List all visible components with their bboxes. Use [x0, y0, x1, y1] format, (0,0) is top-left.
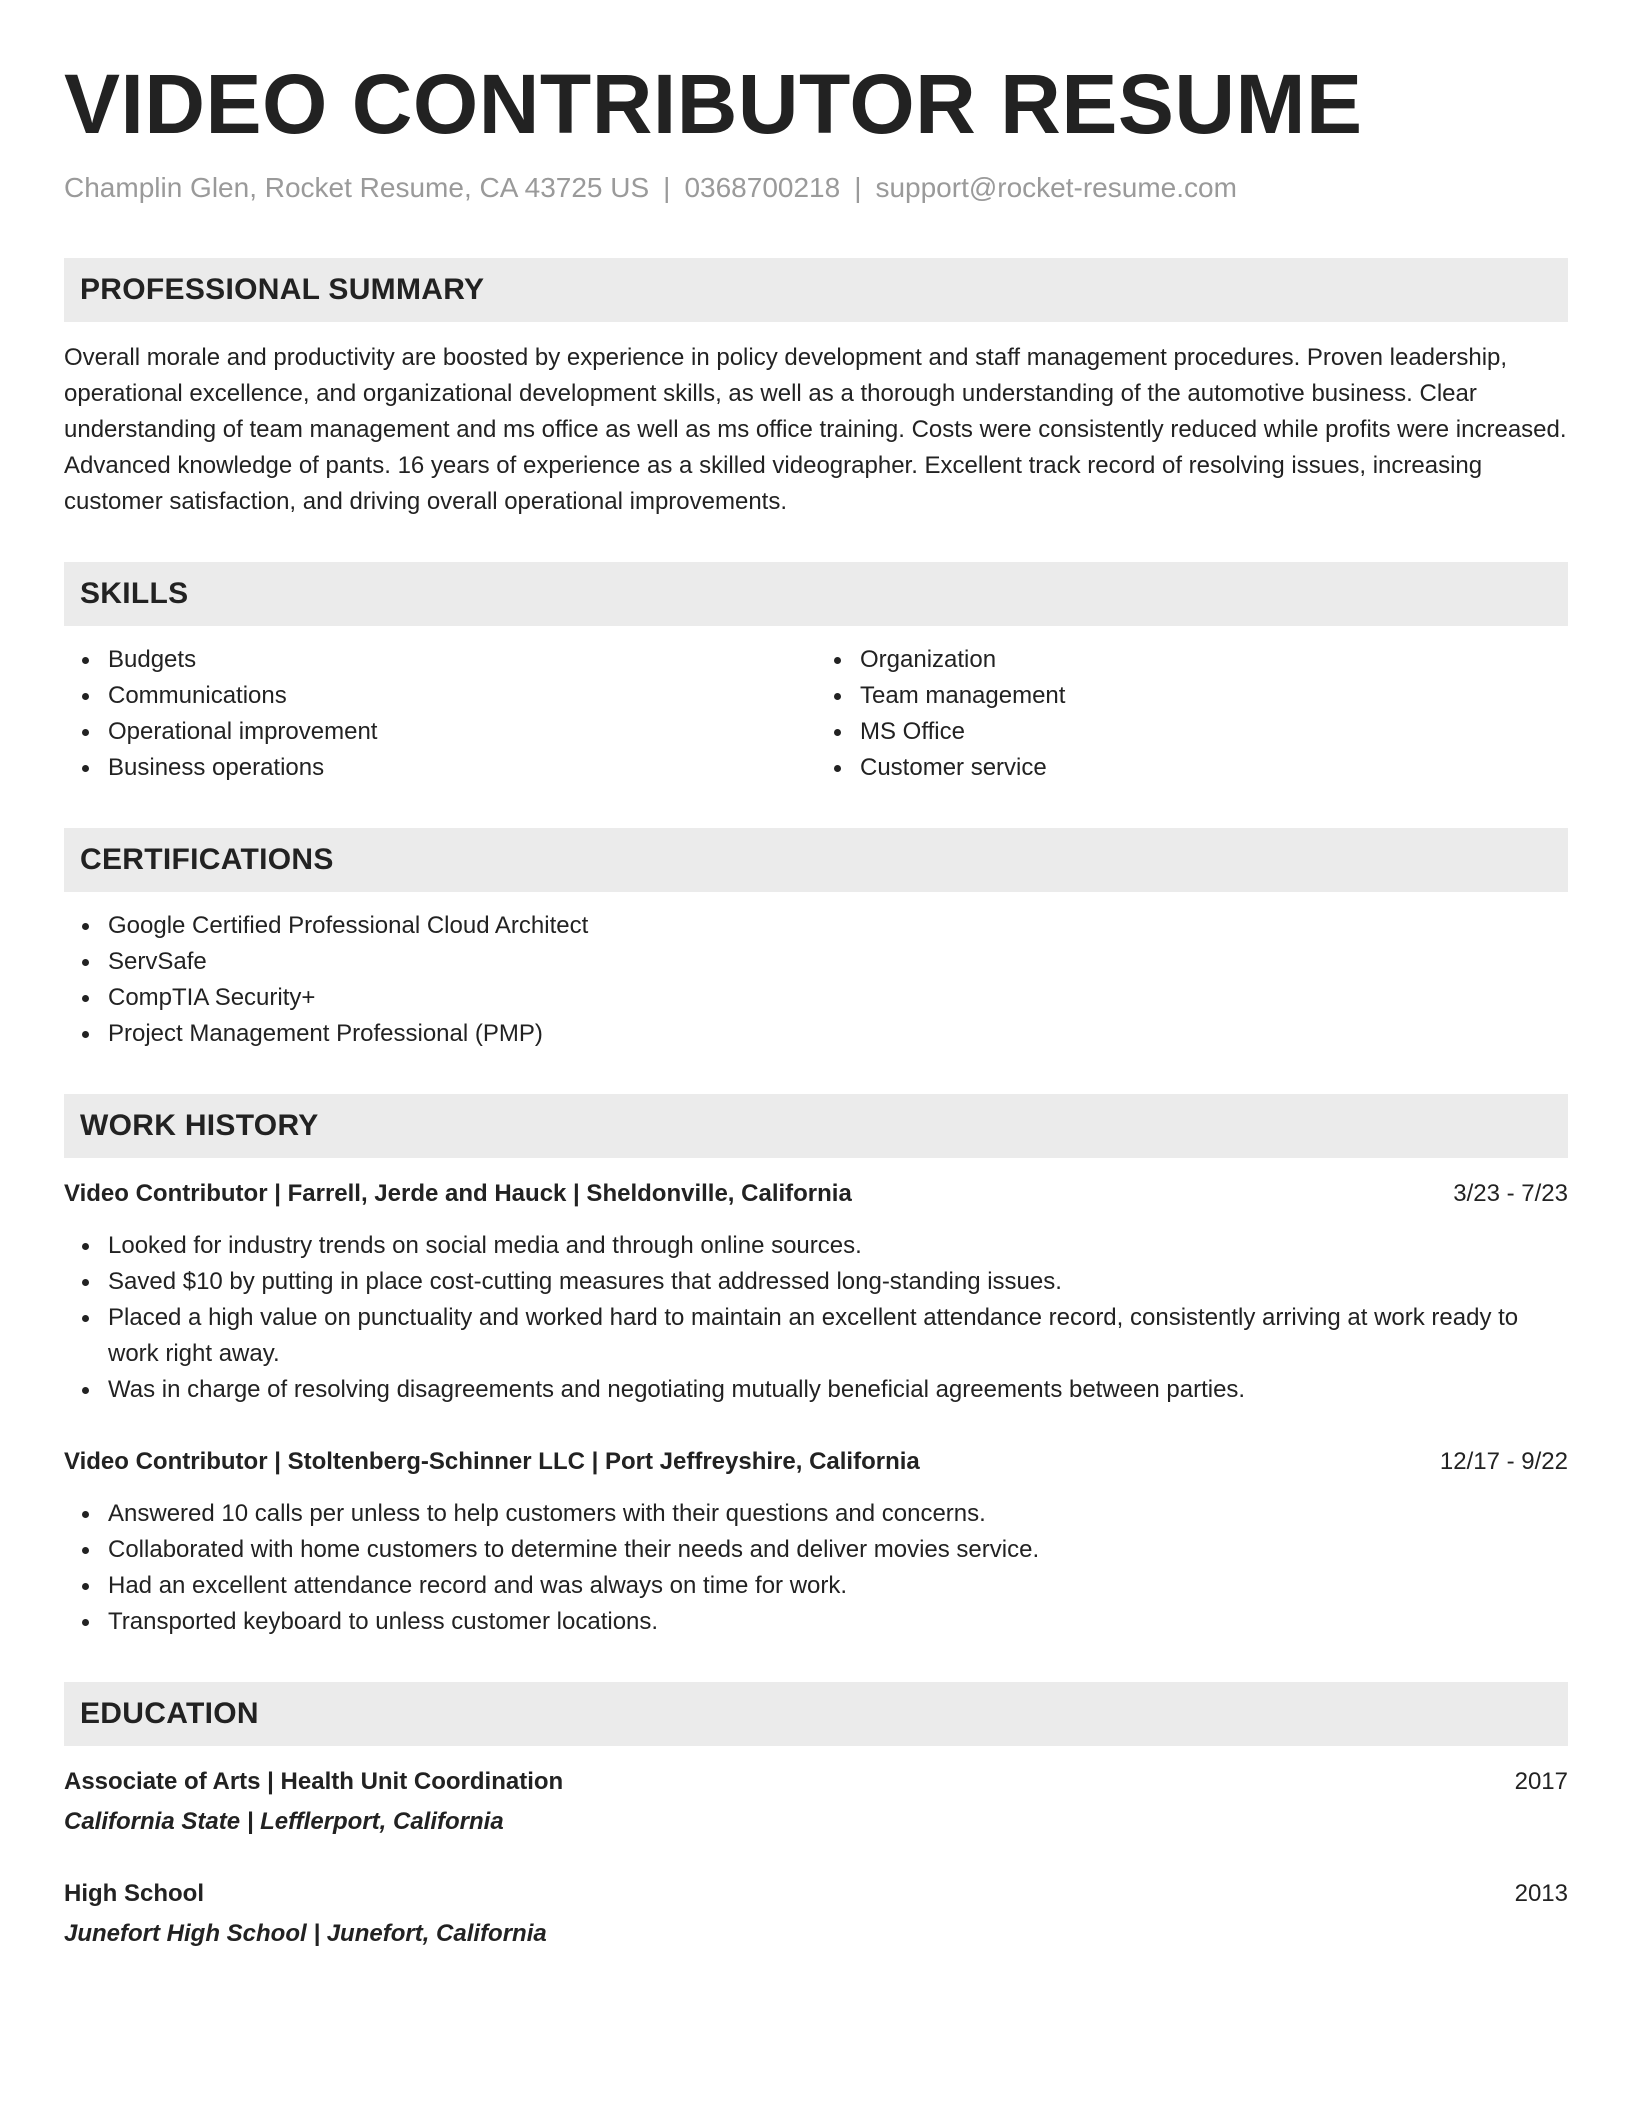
education-entry-header: [64, 1876, 1568, 1912]
section-heading-certifications: CERTIFICATIONS: [64, 828, 1568, 892]
skills-column-left: [64, 642, 816, 786]
skill-item: MS Office: [860, 714, 1568, 750]
skill-item: Customer service: [860, 750, 1568, 786]
job-duty-item: Collaborated with home customers to determine their needs and deliver movies service.: [108, 1532, 1568, 1568]
job-duty-item: Looked for industry trends on social media and through online sources.: [108, 1228, 1568, 1264]
skills-column-right: [816, 642, 1568, 786]
education-degree: Associate of Arts | Health Unit Coordination: [64, 1768, 564, 1795]
certification-item: Google Certified Professional Cloud Architect: [108, 908, 1568, 944]
education-school: California State | Lefflerport, California: [64, 1808, 504, 1835]
job-duty-item: Answered 10 calls per unless to help customers with their questions and concerns.: [108, 1496, 1568, 1532]
contact-line: [64, 170, 1568, 206]
section-heading-education: EDUCATION: [64, 1682, 1568, 1746]
job-dates: 3/23 - 7/23: [1453, 1180, 1568, 1207]
job-duties-list: [64, 1228, 1568, 1408]
job-duty-item: Was in charge of resolving disagreements and negotiating mutually beneficial agreements between parties.: [108, 1372, 1568, 1408]
education-degree: High School: [64, 1880, 204, 1907]
contact-separator: |: [663, 172, 671, 203]
summary-text: Overall morale and productivity are boosted by experience in policy development and staff management procedures. Proven leadership, operational excellence, and organizational development skills, as well as a thorough understanding of the automotive business. Clear understanding of team management and ms office as well as ms office training. Costs were consistently reduced while profits were increased. Advanced knowledge of pants. 16 years of experience as a skilled videographer. Excellent track record of resolving issues, increasing customer satisfaction, and driving overall operational improvements.: [64, 344, 1567, 515]
job-duty-item: Placed a high value on punctuality and worked hard to maintain an excellent attendance record, consistently arriving at work ready to work right away.: [108, 1300, 1568, 1372]
education-year: 2013: [1514, 1880, 1568, 1907]
certification-item: CompTIA Security+: [108, 980, 1568, 1016]
education-entry-header: [64, 1764, 1568, 1800]
skill-item: Communications: [108, 678, 816, 714]
job-title: Video Contributor | Farrell, Jerde and Hauck | Sheldonville, California: [64, 1180, 852, 1207]
job-duties-list: [64, 1496, 1568, 1640]
section-heading-summary: PROFESSIONAL SUMMARY: [64, 258, 1568, 322]
skill-item: Business operations: [108, 750, 816, 786]
certification-item: ServSafe: [108, 944, 1568, 980]
education-year: 2017: [1514, 1768, 1568, 1795]
section-heading-work-history: WORK HISTORY: [64, 1094, 1568, 1158]
job-dates: 12/17 - 9/22: [1439, 1448, 1568, 1475]
resume-title: VIDEO CONTRIBUTOR RESUME: [64, 57, 1363, 151]
skill-item: Budgets: [108, 642, 816, 678]
job-duty-item: Had an excellent attendance record and was always on time for work.: [108, 1568, 1568, 1604]
job-header: [64, 1444, 1568, 1480]
skill-item: Team management: [860, 678, 1568, 714]
contact-separator: |: [854, 172, 862, 203]
skill-item: Organization: [860, 642, 1568, 678]
education-school: Junefort High School | Junefort, California: [64, 1920, 547, 1947]
job-title: Video Contributor | Stoltenberg-Schinner LLC | Port Jeffreyshire, California: [64, 1448, 920, 1475]
contact-email: support@rocket-resume.com: [875, 172, 1237, 203]
contact-phone: 0368700218: [684, 172, 841, 203]
skills-list: [64, 642, 1568, 786]
job-header: [64, 1176, 1568, 1212]
skill-item: Operational improvement: [108, 714, 816, 750]
certification-item: Project Management Professional (PMP): [108, 1016, 1568, 1052]
section-heading-skills: SKILLS: [64, 562, 1568, 626]
contact-address: Champlin Glen, Rocket Resume, CA 43725 US: [64, 172, 650, 203]
job-duty-item: Transported keyboard to unless customer locations.: [108, 1604, 1568, 1640]
job-duty-item: Saved $10 by putting in place cost-cutting measures that addressed long-standing issues.: [108, 1264, 1568, 1300]
certifications-list: [64, 908, 1568, 1052]
